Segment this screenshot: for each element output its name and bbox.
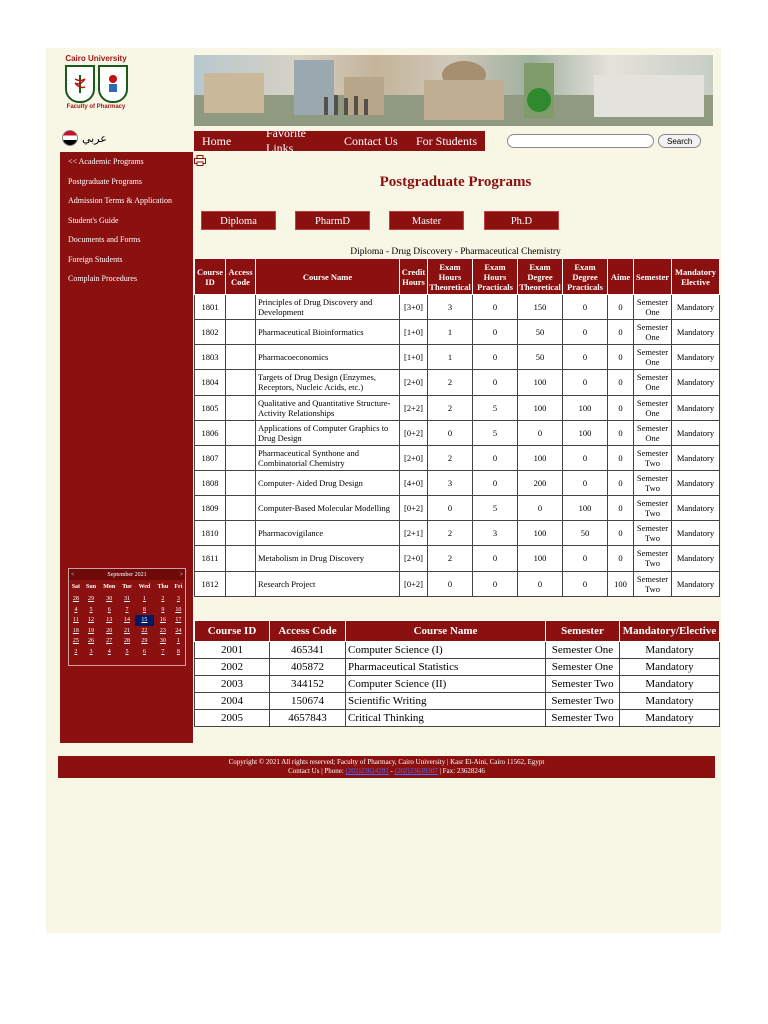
table-cell: Mandatory	[620, 642, 720, 659]
table-cell: Computer- Aided Drug Design	[256, 470, 400, 495]
calendar-day[interactable]: 17	[175, 617, 182, 624]
table-cell: Mandatory	[672, 571, 720, 596]
table-cell: Mandatory	[672, 470, 720, 495]
table-cell: 0	[518, 496, 563, 521]
table-cell: 0	[563, 571, 608, 596]
table-cell: Computer-Based Molecular Modelling	[256, 496, 400, 521]
table-cell: 5	[473, 395, 518, 420]
table-cell: Scientific Writing	[346, 693, 546, 710]
table-cell: 200	[518, 470, 563, 495]
table-cell: 0	[428, 420, 473, 445]
calendar-day[interactable]: 25	[72, 638, 79, 645]
footer-phone-2[interactable]: (202)23639307	[394, 767, 438, 775]
tab-master[interactable]: Master	[389, 211, 464, 230]
calendar-day[interactable]: 11	[73, 617, 79, 624]
calendar-day[interactable]: 4	[74, 606, 78, 613]
table-cell: 2005	[195, 710, 270, 727]
calendar-day[interactable]: 14	[123, 617, 130, 624]
table-cell: Computer Science (II)	[346, 676, 546, 693]
table-cell: 0	[518, 420, 563, 445]
calendar-header	[69, 569, 185, 580]
table-cell: 0	[473, 546, 518, 571]
table-cell: Semester One	[546, 659, 620, 676]
table-cell: 0	[473, 571, 518, 596]
table-cell: 2	[428, 370, 473, 395]
table-cell: Qualitative and Quantitative Structure-Activity Relationships	[256, 395, 400, 420]
table-cell	[226, 420, 256, 445]
footer-contact	[58, 767, 715, 776]
calendar-day[interactable]: 19	[88, 627, 95, 634]
table-cell: [1+0]	[400, 320, 428, 345]
calendar-month-label: September 2021	[107, 571, 147, 578]
table-cell: 0	[518, 571, 563, 596]
calendar-week	[69, 605, 185, 616]
calendar-day[interactable]: 16	[159, 617, 166, 624]
table-cell: Pharmaceutical Statistics	[346, 659, 546, 676]
table-cell: Mandatory	[672, 320, 720, 345]
calendar-day[interactable]: 24	[175, 627, 182, 634]
university-logo[interactable]	[60, 54, 132, 118]
table-cell: Semester Two	[634, 445, 672, 470]
table-cell: Semester Two	[634, 496, 672, 521]
calendar-day[interactable]: 29	[141, 638, 148, 645]
calendar-day[interactable]: 6	[142, 648, 146, 655]
print-icon[interactable]	[194, 153, 206, 164]
calendar-week	[69, 636, 185, 647]
table-cell: 150674	[270, 693, 346, 710]
calendar-day[interactable]: 13	[106, 617, 113, 624]
table-cell: 1804	[195, 370, 226, 395]
table-row	[195, 395, 720, 420]
table-cell: 0	[608, 496, 634, 521]
table-cell: 1802	[195, 320, 226, 345]
calendar-day-header: Sat	[71, 584, 81, 590]
sidebar-item-complain-procedures[interactable]: Complain Procedures	[68, 274, 138, 283]
table-cell: 1	[428, 320, 473, 345]
calendar-day[interactable]: 28	[123, 638, 130, 645]
calendar-grid	[69, 580, 185, 657]
table-cell: Semester One	[634, 370, 672, 395]
calendar-week	[69, 615, 185, 626]
table-cell: 100	[518, 395, 563, 420]
table-cell: Targets of Drug Design (Enzymes, Receptors, Nucleic Acids, etc.)	[256, 370, 400, 395]
table-cell: 0	[563, 546, 608, 571]
table-cell: 100	[563, 395, 608, 420]
table-cell: 1801	[195, 295, 226, 320]
table-cell: 0	[608, 345, 634, 370]
table-cell: 2	[428, 445, 473, 470]
courses-column-header: Access Code	[226, 259, 256, 295]
table-cell	[226, 395, 256, 420]
courses-column-header: Credit Hours	[400, 259, 428, 295]
elective-column-header: Course Name	[346, 621, 546, 642]
table-cell: Mandatory	[672, 445, 720, 470]
table-cell: 100	[563, 420, 608, 445]
calendar-day[interactable]: 27	[106, 638, 113, 645]
calendar-day[interactable]: 6	[107, 606, 111, 613]
courses-column-header: Aime	[608, 259, 634, 295]
table-cell: 1	[428, 345, 473, 370]
calendar-day[interactable]: 5	[89, 606, 93, 613]
table-cell: [2+0]	[400, 546, 428, 571]
courses-header-row	[195, 259, 720, 295]
table-cell: 100	[563, 496, 608, 521]
calendar-day[interactable]: 2	[74, 648, 78, 655]
elective-courses-table	[194, 620, 720, 727]
table-cell: 0	[608, 470, 634, 495]
calendar-day[interactable]: 18	[72, 627, 79, 634]
table-cell	[226, 496, 256, 521]
table-cell: Research Project	[256, 571, 400, 596]
table-cell: Computer Science (I)	[346, 642, 546, 659]
table-cell: 0	[608, 445, 634, 470]
table-row	[195, 642, 720, 659]
logo-university-name: Cairo University	[65, 54, 127, 63]
table-cell: 5	[473, 496, 518, 521]
campus-banner-image	[194, 55, 713, 126]
table-cell: 0	[473, 470, 518, 495]
logo-faculty-name: Faculty of Pharmacy	[66, 104, 126, 110]
table-cell: 0	[473, 370, 518, 395]
calendar-day[interactable]: 8	[142, 606, 146, 613]
egypt-flag-icon	[62, 130, 78, 146]
table-cell: 1810	[195, 521, 226, 546]
table-cell: Mandatory	[672, 546, 720, 571]
table-row	[195, 445, 720, 470]
courses-column-header: Exam Hours Theoretical	[428, 259, 473, 295]
table-cell: 0	[473, 445, 518, 470]
table-cell: 5	[473, 420, 518, 445]
elective-header-row	[195, 621, 720, 642]
table-cell: [0+2]	[400, 496, 428, 521]
table-cell: 1805	[195, 395, 226, 420]
table-cell: [0+2]	[400, 571, 428, 596]
calendar-prev-button[interactable]: <	[71, 571, 75, 578]
table-cell: 100	[608, 571, 634, 596]
table-cell: [2+2]	[400, 395, 428, 420]
calendar-day[interactable]: 3	[176, 596, 180, 603]
language-switch[interactable]	[62, 130, 107, 146]
calendar-day[interactable]: 9	[161, 606, 165, 613]
table-cell	[226, 370, 256, 395]
calendar-day-header: Thu	[157, 584, 169, 590]
calendar-day[interactable]: 23	[159, 627, 166, 634]
table-cell: Pharmacovigilance	[256, 521, 400, 546]
courses-column-header: Course ID	[195, 259, 226, 295]
calendar-day[interactable]: 7	[125, 606, 129, 613]
table-cell: 0	[563, 320, 608, 345]
table-row	[195, 470, 720, 495]
calendar-day[interactable]: 20	[106, 627, 113, 634]
sidebar	[60, 152, 193, 743]
table-cell: 0	[608, 370, 634, 395]
table-row	[195, 420, 720, 445]
logo-shields	[60, 65, 132, 103]
courses-column-header: Mandatory Elective	[672, 259, 720, 295]
courses-column-header: Exam Degree Practicals	[563, 259, 608, 295]
footer-fax: | Fax: 23628246	[439, 767, 485, 775]
calendar-day[interactable]: 28	[72, 596, 79, 603]
elective-column-header: Access Code	[270, 621, 346, 642]
table-cell: Principles of Drug Discovery and Development	[256, 295, 400, 320]
tab-pharmd[interactable]: PharmD	[295, 211, 370, 230]
table-cell	[226, 320, 256, 345]
calendar-day[interactable]: 26	[88, 638, 95, 645]
table-cell: 2001	[195, 642, 270, 659]
table-cell: Semester Two	[546, 676, 620, 693]
table-cell: [4+0]	[400, 470, 428, 495]
table-cell: 0	[608, 320, 634, 345]
sidebar-item-documents-forms[interactable]: Documents and Forms	[68, 235, 141, 244]
table-cell: 405872	[270, 659, 346, 676]
table-cell: 3	[428, 470, 473, 495]
table-row	[195, 370, 720, 395]
footer-separator: -	[390, 767, 393, 775]
calendar-day[interactable]: 10	[175, 606, 182, 613]
nav-home[interactable]: Home	[202, 133, 232, 148]
calendar-day[interactable]: 15	[135, 615, 154, 626]
table-cell: 3	[428, 295, 473, 320]
table-cell: Semester One	[634, 295, 672, 320]
table-cell: 100	[518, 546, 563, 571]
calendar-day[interactable]: 31	[123, 596, 130, 603]
top-navigation	[194, 126, 485, 155]
table-cell: 0	[563, 370, 608, 395]
calendar-day[interactable]: 8	[176, 648, 180, 655]
table-cell: Critical Thinking	[346, 710, 546, 727]
table-cell: 2003	[195, 676, 270, 693]
calendar-day[interactable]: 21	[123, 627, 130, 634]
table-cell: 0	[608, 395, 634, 420]
calendar-day[interactable]: 2	[161, 596, 165, 603]
table-cell: Mandatory	[620, 710, 720, 727]
table-cell: 0	[608, 420, 634, 445]
table-cell: Semester Two	[634, 546, 672, 571]
calendar-next-button[interactable]: >	[179, 571, 183, 578]
page-container	[46, 48, 721, 933]
calendar-day-header: Sun	[86, 584, 97, 590]
calendar-day-header: Tue	[122, 584, 132, 590]
calendar-day[interactable]: 5	[125, 648, 129, 655]
table-cell: 0	[428, 496, 473, 521]
table-cell: 100	[518, 521, 563, 546]
calendar-day-header: Wed	[138, 584, 151, 590]
table-cell: Mandatory	[672, 295, 720, 320]
sidebar-item-foreign-students[interactable]: Foreign Students	[68, 254, 123, 264]
table-cell: Mandatory	[672, 420, 720, 445]
tab-phd[interactable]: Ph.D	[484, 211, 559, 230]
search-button[interactable]: Search	[658, 134, 701, 148]
table-cell: Mandatory	[620, 676, 720, 693]
calendar-day-header: Fri	[174, 584, 183, 590]
table-cell: 0	[563, 295, 608, 320]
table-cell: Mandatory	[672, 370, 720, 395]
table-cell: Semester Two	[634, 521, 672, 546]
calendar-week	[69, 647, 185, 658]
table-cell	[226, 345, 256, 370]
calendar-week	[69, 626, 185, 637]
calendar-day[interactable]: 29	[88, 596, 95, 603]
calendar-day[interactable]: 7	[161, 648, 165, 655]
table-cell: Mandatory	[620, 693, 720, 710]
calendar-week	[69, 594, 185, 605]
table-cell: Semester One	[634, 345, 672, 370]
table-cell: 1806	[195, 420, 226, 445]
table-cell: [2+1]	[400, 521, 428, 546]
table-cell: 150	[518, 295, 563, 320]
table-cell: [2+0]	[400, 445, 428, 470]
table-row	[195, 659, 720, 676]
table-row	[195, 693, 720, 710]
table-cell: 2	[428, 521, 473, 546]
calendar-day[interactable]: 12	[88, 617, 95, 624]
table-cell: 0	[473, 345, 518, 370]
table-cell: Mandatory	[672, 345, 720, 370]
sidebar-item-postgraduate-programs[interactable]: Postgraduate Programs	[68, 176, 142, 186]
table-row	[195, 710, 720, 727]
table-cell: Mandatory	[672, 395, 720, 420]
table-caption: Diploma - Drug Discovery - Pharmaceutical Chemistry	[350, 247, 561, 257]
footer-phone-label: Contact Us | Phone:	[288, 767, 344, 775]
table-cell: 0	[563, 470, 608, 495]
table-row	[195, 676, 720, 693]
table-cell	[226, 546, 256, 571]
table-cell: Semester Two	[546, 693, 620, 710]
courses-table	[194, 258, 720, 597]
table-cell: 2	[428, 546, 473, 571]
table-cell: 0	[608, 521, 634, 546]
table-cell: Pharmacoeconomics	[256, 345, 400, 370]
courses-column-header: Exam Degree Theoretical	[518, 259, 563, 295]
footer	[58, 756, 715, 778]
calendar-day[interactable]: 3	[89, 648, 93, 655]
calendar-widget	[68, 568, 186, 666]
table-cell	[226, 521, 256, 546]
table-cell: 1803	[195, 345, 226, 370]
nav-favorite-links[interactable]: Favorite Links	[266, 126, 306, 155]
table-cell: 344152	[270, 676, 346, 693]
table-cell	[226, 445, 256, 470]
calendar-day[interactable]: 22	[141, 627, 148, 634]
table-cell: [0+2]	[400, 420, 428, 445]
table-cell: Mandatory	[672, 496, 720, 521]
courses-column-header: Course Name	[256, 259, 400, 295]
table-cell: [3+0]	[400, 295, 428, 320]
table-cell: 0	[608, 546, 634, 571]
elective-column-header: Semester	[546, 621, 620, 642]
table-cell: Semester Two	[634, 571, 672, 596]
table-cell: 2004	[195, 693, 270, 710]
table-cell: 1809	[195, 496, 226, 521]
table-cell	[226, 295, 256, 320]
table-cell: Mandatory	[620, 659, 720, 676]
table-cell: 2	[428, 395, 473, 420]
table-cell: Semester Two	[546, 710, 620, 727]
table-cell: 2002	[195, 659, 270, 676]
table-cell: 0	[563, 345, 608, 370]
table-cell: 3	[473, 521, 518, 546]
table-cell: 0	[563, 445, 608, 470]
table-cell: Semester One	[634, 420, 672, 445]
sidebar-menu	[60, 152, 193, 289]
arabic-link[interactable]: عربي	[82, 132, 107, 145]
sidebar-item-students-guide[interactable]: Student's Guide	[68, 215, 119, 225]
search-input[interactable]	[507, 134, 654, 148]
table-cell: 100	[518, 370, 563, 395]
table-cell: Pharmaceutical Bioinformatics	[256, 320, 400, 345]
table-cell: 1812	[195, 571, 226, 596]
tab-diploma[interactable]: Diploma	[201, 211, 276, 230]
table-cell: 465341	[270, 642, 346, 659]
table-row	[195, 320, 720, 345]
table-cell: 100	[518, 445, 563, 470]
courses-column-header: Semester	[634, 259, 672, 295]
calendar-day[interactable]: 30	[106, 596, 113, 603]
calendar-day-header: Mon	[103, 584, 116, 590]
table-cell: 50	[563, 521, 608, 546]
table-cell: 50	[518, 320, 563, 345]
calendar-day[interactable]: 1	[176, 638, 180, 645]
table-row	[195, 521, 720, 546]
table-cell: Semester One	[634, 320, 672, 345]
elective-column-header: Course ID	[195, 621, 270, 642]
table-cell: 0	[608, 295, 634, 320]
calendar-day[interactable]: 4	[107, 648, 111, 655]
table-cell: Semester One	[546, 642, 620, 659]
table-cell: Mandatory	[672, 521, 720, 546]
table-cell: Metabolism in Drug Discovery	[256, 546, 400, 571]
page-title: Postgraduate Programs	[379, 174, 532, 190]
table-cell: 4657843	[270, 710, 346, 727]
table-cell: Semester Two	[634, 470, 672, 495]
courses-column-header: Exam Hours Practicals	[473, 259, 518, 295]
table-cell: [1+0]	[400, 345, 428, 370]
sidebar-item-admission-terms[interactable]: Admission Terms & Application	[68, 196, 172, 205]
table-cell: 0	[473, 320, 518, 345]
footer-copyright: Copyright © 2021 All rights reserved; Faculty of Pharmacy, Cairo University | Kasr El-Aini, Cairo 11562, Egypt	[228, 758, 545, 766]
table-cell: Pharmaceutical Synthone and Combinatorial Chemistry	[256, 445, 400, 470]
calendar-day[interactable]: 1	[142, 596, 146, 603]
sidebar-item-academic-programs[interactable]: << Academic Programs	[68, 157, 144, 166]
table-cell: 0	[473, 295, 518, 320]
table-cell: Applications of Computer Graphics to Drug Design	[256, 420, 400, 445]
table-row	[195, 571, 720, 596]
elective-column-header: Mandatory/Elective	[620, 621, 720, 642]
table-row	[195, 345, 720, 370]
table-cell: 50	[518, 345, 563, 370]
table-row	[195, 546, 720, 571]
nav-contact-us[interactable]: Contact Us	[344, 133, 398, 148]
footer-phone-1[interactable]: (202)23624291	[345, 767, 389, 775]
table-cell: 1808	[195, 470, 226, 495]
table-row	[195, 496, 720, 521]
calendar-day[interactable]: 30	[159, 638, 166, 645]
university-shield-icon	[98, 65, 128, 103]
table-cell: 1807	[195, 445, 226, 470]
table-cell	[226, 571, 256, 596]
nav-for-students[interactable]: For Students	[416, 133, 478, 148]
table-cell: Semester One	[634, 395, 672, 420]
search-bar	[507, 134, 701, 148]
table-cell: [2+0]	[400, 370, 428, 395]
table-cell	[226, 470, 256, 495]
table-row	[195, 295, 720, 320]
pharmacy-shield-icon	[65, 65, 95, 103]
table-cell: 1811	[195, 546, 226, 571]
table-cell: 0	[428, 571, 473, 596]
